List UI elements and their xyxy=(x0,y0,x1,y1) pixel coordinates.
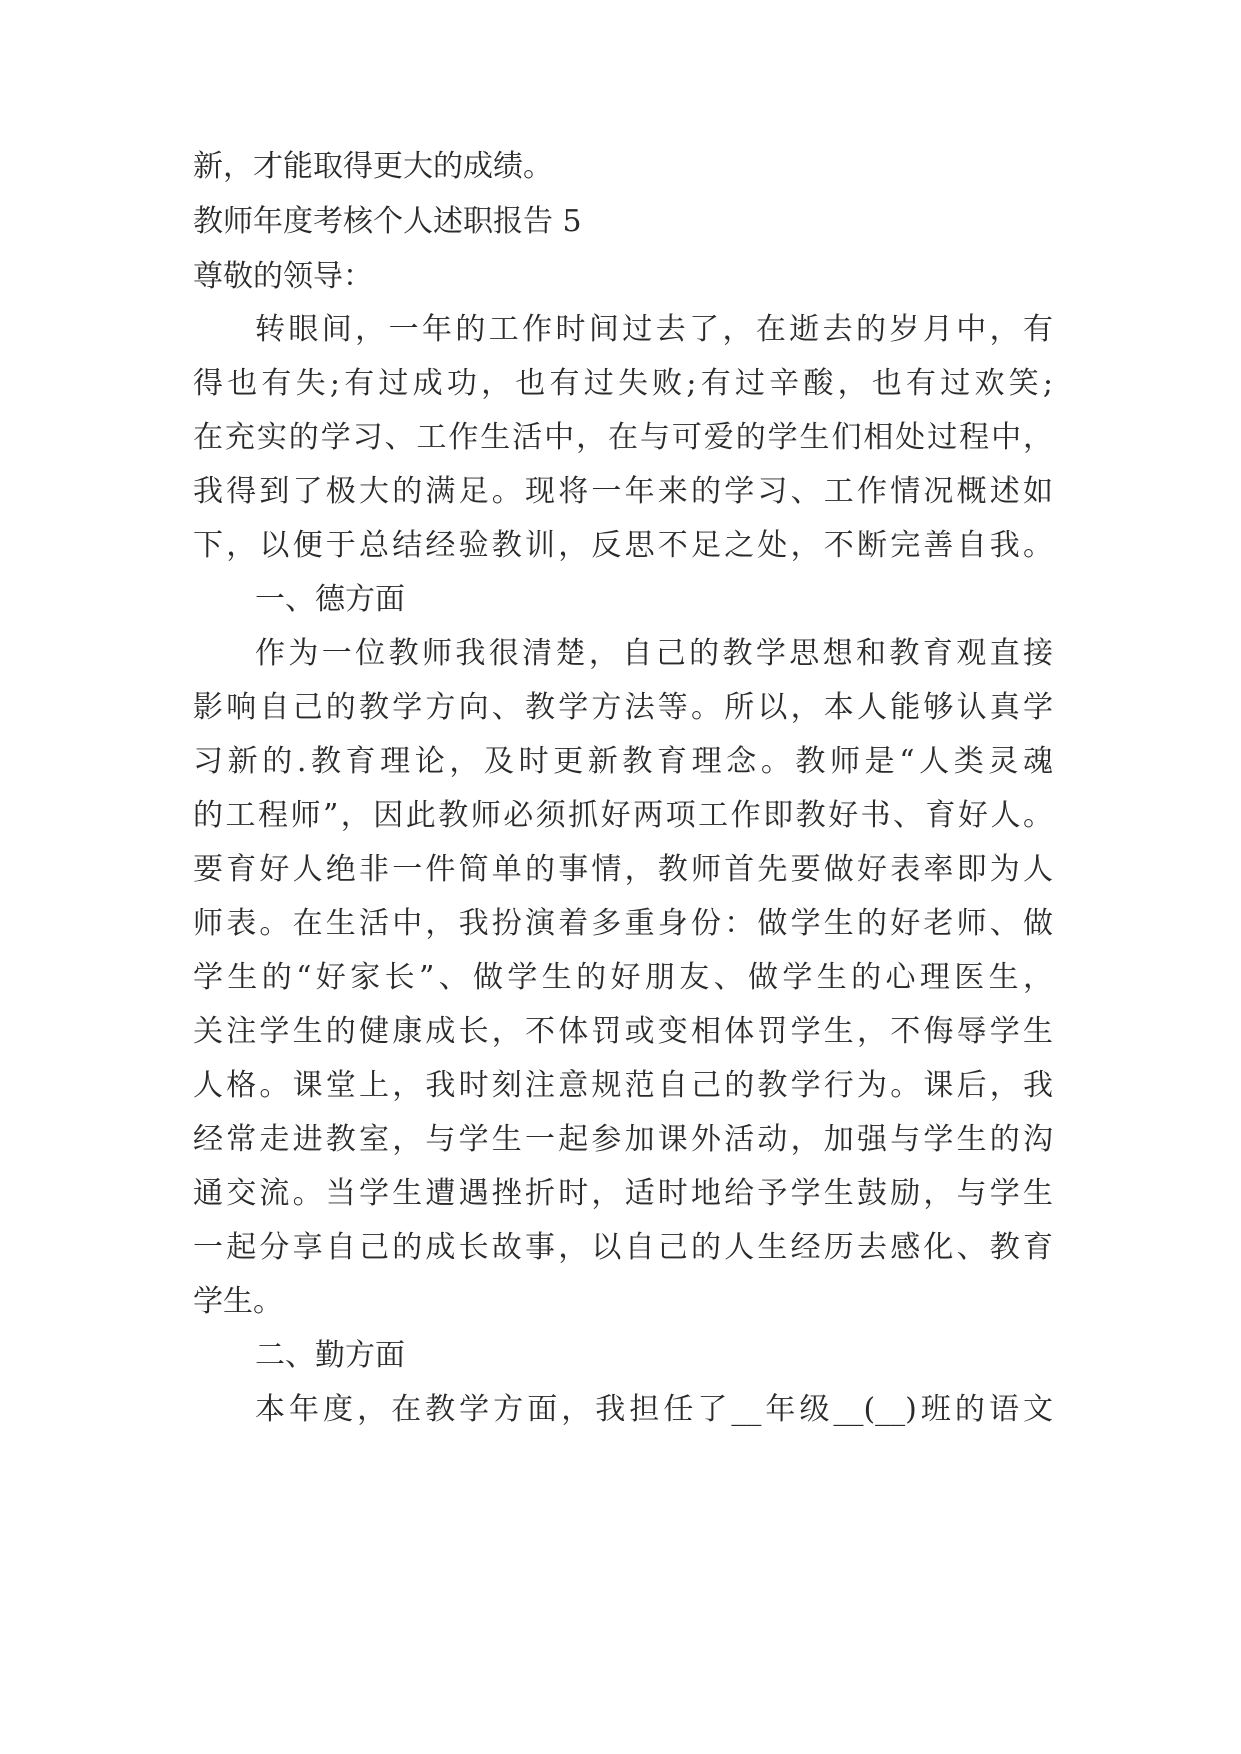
text-line: 学生的“好家长”、做学生的好朋友、做学生的心理医生， xyxy=(193,960,1053,995)
subsection-heading: 一、德方面 xyxy=(255,582,405,617)
text-line: 经常走进教室，与学生一起参加课外活动，加强与学生的沟 xyxy=(193,1122,1053,1157)
text-line: 习新的.教育理论，及时更新教育理念。教师是“人类灵魂 xyxy=(193,744,1053,779)
text-line: 人格。课堂上，我时刻注意规范自己的教学行为。课后，我 xyxy=(193,1068,1053,1103)
text-line: 转眼间，一年的工作时间过去了，在逝去的岁月中，有 xyxy=(255,312,1053,347)
text-line: 影响自己的教学方向、教学方法等。所以，本人能够认真学 xyxy=(193,690,1053,725)
section-heading: 教师年度考核个人述职报告 5 xyxy=(193,204,582,239)
text-line: 学生。 xyxy=(193,1284,283,1319)
text-line: 得也有失;有过成功，也有过失败;有过辛酸，也有过欢笑; xyxy=(193,366,1053,401)
text-line: 在充实的学习、工作生活中，在与可爱的学生们相处过程中， xyxy=(193,420,1053,455)
text-line: 作为一位教师我很清楚，自己的教学思想和教育观直接 xyxy=(255,636,1053,671)
text-line: 我得到了极大的满足。现将一年来的学习、工作情况概述如 xyxy=(193,474,1053,509)
text-line: 一起分享自己的成长故事，以自己的人生经历去感化、教育 xyxy=(193,1230,1053,1265)
text-line: 师表。在生活中，我扮演着多重身份：做学生的好老师、做 xyxy=(193,906,1053,941)
text-line: 本年度，在教学方面，我担任了__年级__(__)班的语文 xyxy=(255,1392,1053,1427)
text-line: 下，以便于总结经验教训，反思不足之处，不断完善自我。 xyxy=(193,528,1053,563)
text-line: 关注学生的健康成长，不体罚或变相体罚学生，不侮辱学生 xyxy=(193,1014,1053,1049)
salutation: 尊敬的领导： xyxy=(193,259,373,294)
text-line: 要育好人绝非一件简单的事情，教师首先要做好表率即为人 xyxy=(193,852,1053,887)
text-line: 的工程师”，因此教师必须抓好两项工作即教好书、育好人。 xyxy=(193,798,1053,833)
text-line: 新，才能取得更大的成绩。 xyxy=(193,149,553,184)
text-line: 通交流。当学生遭遇挫折时，适时地给予学生鼓励，与学生 xyxy=(193,1176,1053,1211)
subsection-heading: 二、勤方面 xyxy=(255,1338,405,1373)
